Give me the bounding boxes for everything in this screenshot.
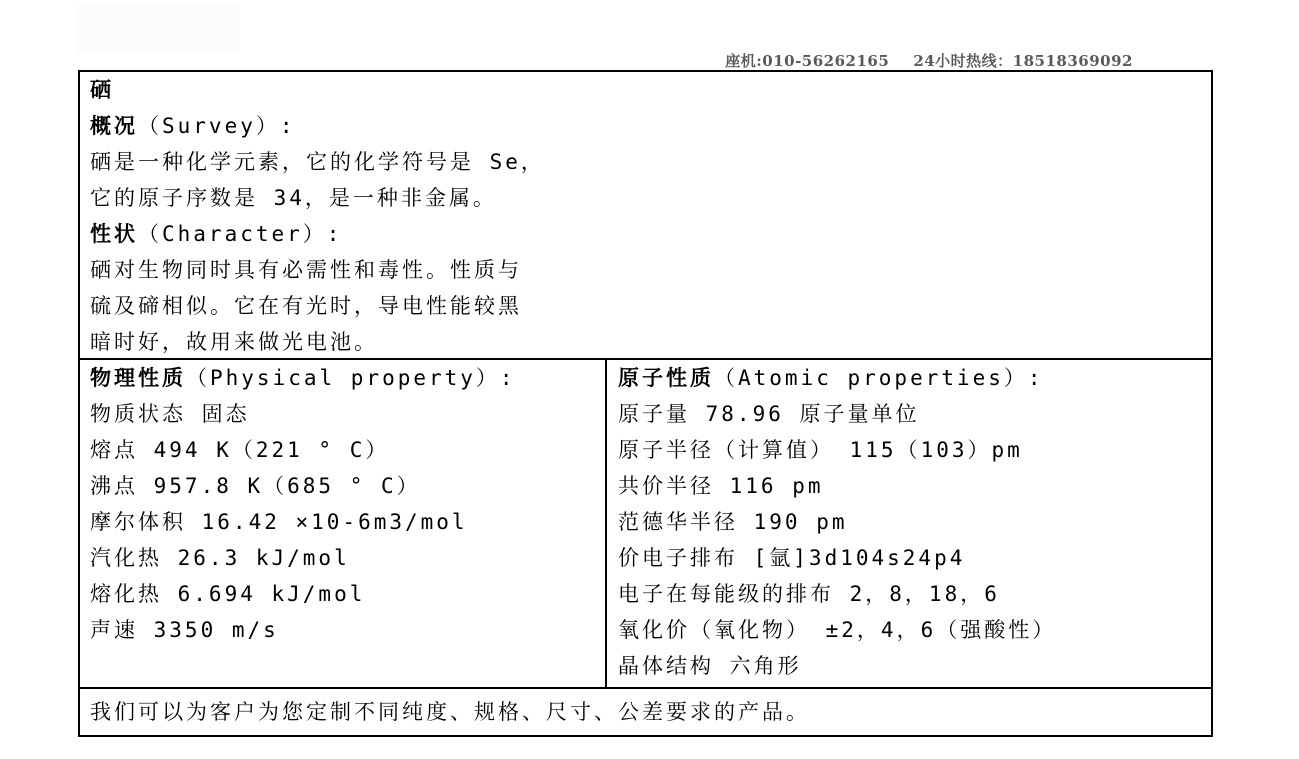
element-title: 硒 [90, 78, 114, 102]
character-heading [90, 216, 1211, 252]
physical-row: 摩尔体积 16.42 ×10-6m3/mol [90, 510, 468, 534]
character-line: 硒对生物同时具有必需性和毒性。性质与 [90, 258, 522, 282]
survey-heading-rest: （Survey）: [138, 114, 296, 138]
atomic-row: 氧化价（氧化物） ±2，4，6（强酸性） [618, 618, 1057, 642]
atomic-row: 晶体结构 六角形 [618, 654, 802, 678]
physical-row: 沸点 957.8 K（685 ° C） [90, 474, 421, 498]
hotline-number: 24小时热线：18518369092 [913, 52, 1133, 70]
overview-section [80, 72, 1211, 360]
atomic-heading [618, 360, 1211, 396]
customization-note-section [80, 689, 1211, 735]
physical-row: 物质状态 固态 [90, 402, 250, 426]
physical-row: 汽化热 26.3 kJ/mol [90, 546, 350, 570]
logo-placeholder [76, 6, 240, 54]
atomic-row: 原子半径（计算值） 115（103）pm [618, 438, 1023, 462]
customization-note: 我们可以为客户为您定制不同纯度、规格、尺寸、公差要求的产品。 [90, 700, 810, 724]
landline-number: 座机:010-56262165 [725, 52, 890, 70]
character-heading-bold: 性状 [90, 222, 138, 246]
physical-heading-bold: 物理性质 [90, 366, 186, 390]
character-line: 硫及碲相似。它在有光时，导电性能较黑 [90, 294, 522, 318]
character-line: 暗时好，故用来做光电池。 [90, 330, 378, 354]
properties-section [80, 360, 1211, 689]
physical-properties-column [80, 360, 607, 687]
selenium-info-table [78, 70, 1213, 737]
atomic-row: 价电子排布 [氩]3d104s24p4 [618, 546, 966, 570]
physical-row: 声速 3350 m/s [90, 618, 279, 642]
character-heading-rest: （Character）: [138, 222, 343, 246]
atomic-heading-bold: 原子性质 [618, 366, 714, 390]
atomic-heading-rest: （Atomic properties）: [714, 366, 1044, 390]
survey-line: 硒是一种化学元素，它的化学符号是 Se， [90, 150, 545, 174]
physical-heading [90, 360, 605, 396]
survey-heading [90, 108, 1211, 144]
survey-line: 它的原子序数是 34，是一种非金属。 [90, 186, 497, 210]
atomic-properties-column [607, 360, 1211, 687]
atomic-row: 电子在每能级的排布 2，8，18，6 [618, 582, 1000, 606]
physical-row: 熔点 494 K（221 ° C） [90, 438, 390, 462]
atomic-row: 原子量 78.96 原子量单位 [618, 402, 920, 426]
atomic-row: 共价半径 116 pm [618, 474, 824, 498]
physical-row: 熔化热 6.694 kJ/mol [90, 582, 366, 606]
survey-heading-bold: 概况 [90, 114, 138, 138]
atomic-row: 范德华半径 190 pm [618, 510, 848, 534]
physical-heading-rest: （Physical property）: [186, 366, 516, 390]
